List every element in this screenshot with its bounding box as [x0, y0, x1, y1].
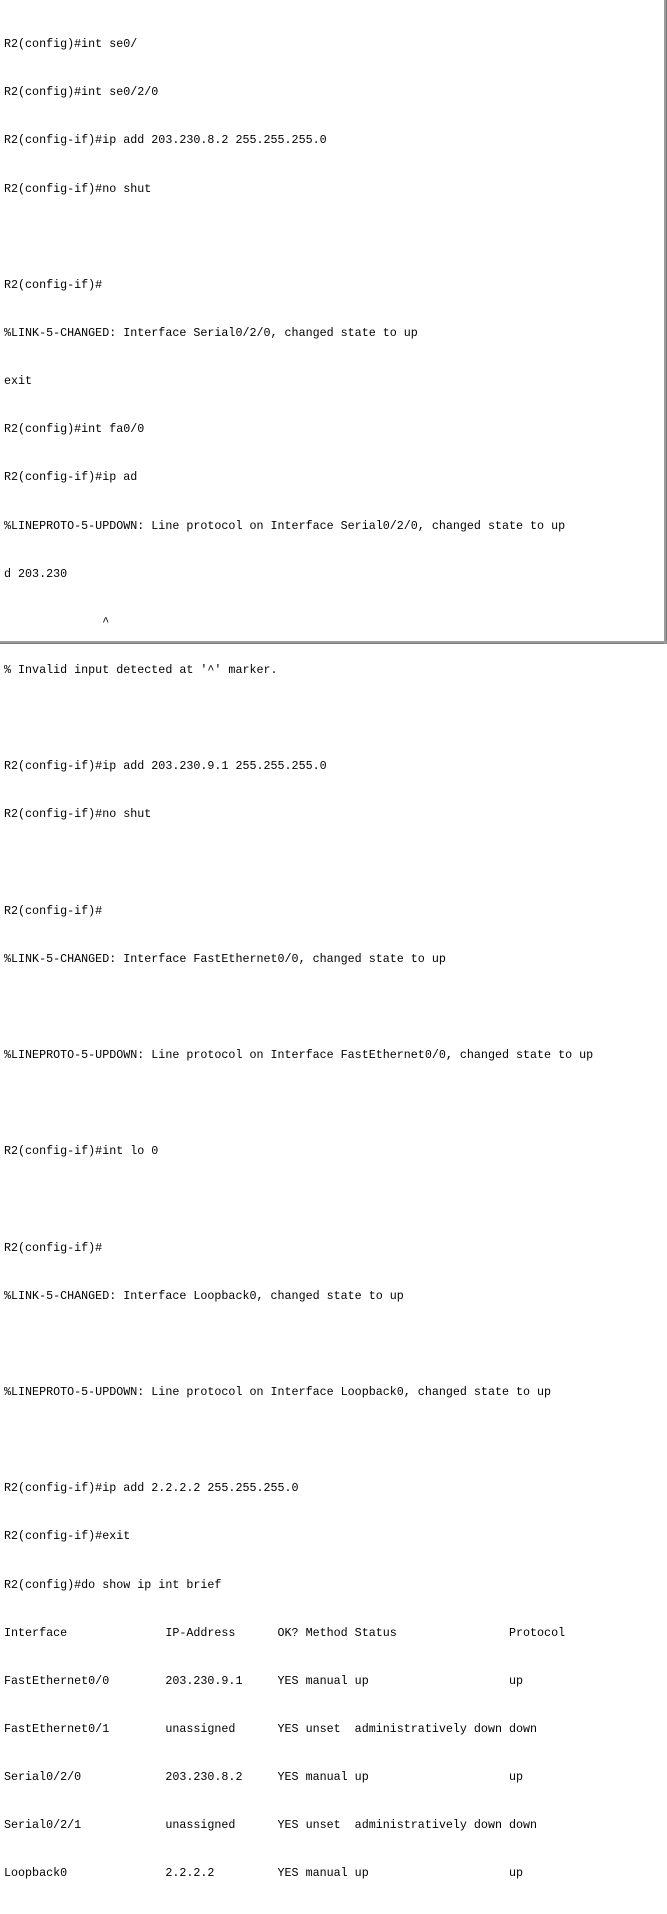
- terminal-line: [4, 1095, 666, 1111]
- terminal-line: d 203.230: [4, 566, 68, 581]
- terminal-line: R2(config-if)#exit: [4, 1529, 131, 1544]
- terminal-line: R2(config)#int fa0/0: [4, 422, 145, 437]
- terminal-line: %LINEPROTO-5-UPDOWN: Line protocol on Interface FastEthernet0/0, changed state to up: [4, 1048, 594, 1063]
- terminal-line: R2(config-if)#no shut: [4, 807, 152, 822]
- terminal-line: [4, 854, 666, 870]
- terminal-line: %LINEPROTO-5-UPDOWN: Line protocol on Interface Loopback0, changed state to up: [4, 1385, 552, 1400]
- terminal-line: exit: [4, 374, 33, 389]
- terminal-line: Serial0/2/0 203.230.8.2 YES manual up up: [4, 1770, 524, 1785]
- terminal-line: %LINK-5-CHANGED: Interface Serial0/2/0, changed state to up: [4, 325, 418, 340]
- terminal-line: Serial0/2/1 unassigned YES unset administratively down down: [4, 1818, 538, 1833]
- terminal-line: Interface IP-Address OK? Method Status Protocol: [4, 1625, 566, 1640]
- terminal-line: R2(config)#int se0/: [4, 37, 138, 52]
- window-bottom-border: [0, 641, 667, 643]
- terminal-line: R2(config-if)#no shut: [4, 181, 152, 196]
- terminal-line: %LINK-5-CHANGED: Interface Loopback0, changed state to up: [4, 1288, 404, 1303]
- terminal-line: % Invalid input detected at '^' marker.: [4, 662, 278, 677]
- window-right-border: [664, 0, 666, 644]
- terminal-line: %LINEPROTO-5-UPDOWN: Line protocol on Interface Serial0/2/0, changed state to up: [4, 518, 566, 533]
- terminal-line: [4, 1432, 666, 1448]
- terminal-line: %LINK-5-CHANGED: Interface FastEthernet0/0, changed state to up: [4, 951, 446, 966]
- terminal-line: R2(config-if)#: [4, 903, 103, 918]
- terminal-output: [4, 4, 666, 1914]
- terminal-line: [4, 229, 666, 245]
- terminal-line: FastEthernet0/0 203.230.9.1 YES manual up up: [4, 1673, 524, 1688]
- terminal-line: R2(config-if)#ip add 203.230.9.1 255.255.255.0: [4, 759, 327, 774]
- terminal-line: [4, 710, 666, 726]
- terminal-line: R2(config-if)#: [4, 277, 103, 292]
- terminal-line: ^: [4, 614, 110, 629]
- terminal-line: R2(config-if)#ip ad: [4, 470, 138, 485]
- terminal-line: [4, 1336, 666, 1352]
- terminal-line: [4, 1191, 666, 1207]
- terminal-line: R2(config)#do show ip int brief: [4, 1577, 222, 1592]
- terminal-line: R2(config)#int se0/2/0: [4, 85, 159, 100]
- terminal-line: FastEthernet0/1 unassigned YES unset administratively down down: [4, 1722, 538, 1737]
- terminal-line: [4, 999, 666, 1015]
- terminal-line: R2(config-if)#: [4, 1240, 103, 1255]
- terminal-line: R2(config-if)#ip add 203.230.8.2 255.255.255.0: [4, 133, 327, 148]
- terminal-line: R2(config-if)#int lo 0: [4, 1144, 159, 1159]
- terminal-line: Loopback0 2.2.2.2 YES manual up up: [4, 1866, 524, 1881]
- terminal-line: R2(config-if)#ip add 2.2.2.2 255.255.255.0: [4, 1481, 299, 1496]
